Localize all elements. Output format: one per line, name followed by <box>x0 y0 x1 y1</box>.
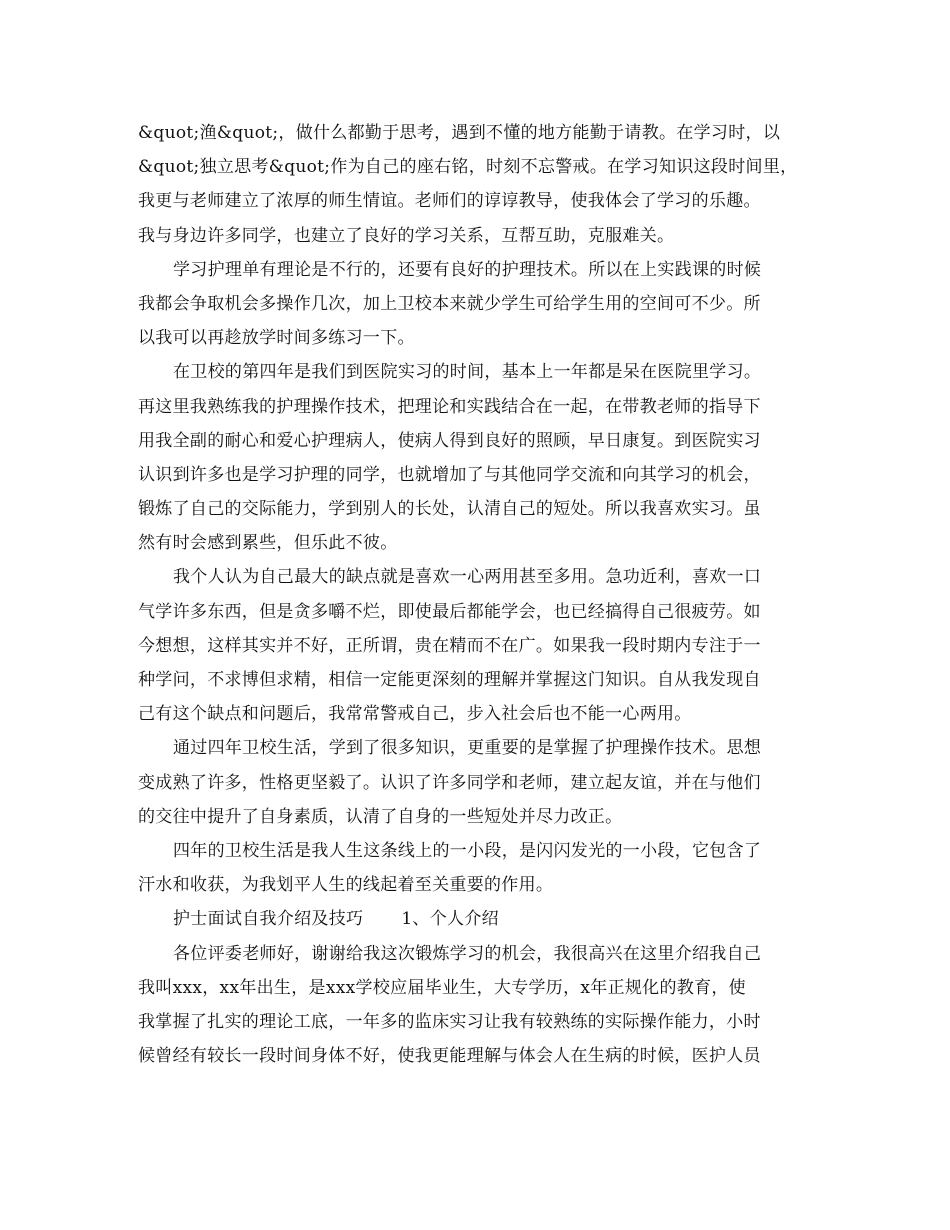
text-line: &quot;渔&quot;，做什么都勤于思考，遇到不懂的地方能勤于请教。在学习时，以 <box>138 123 781 143</box>
text-line: 以我可以再趁放学时间多练习一下。 <box>138 328 415 349</box>
text-line: 己有这个缺点和问题后，我常常警戒自己，步入社会后也不能一心两用。 <box>138 704 692 725</box>
text-line: 认识到许多也是学习护理的同学，也就增加了与其他同学交流和向其学习的机会， <box>138 464 761 485</box>
paragraph-start-line: 各位评委老师好，谢谢给我这次锻炼学习的机会，我很高兴在这里介绍我自己 <box>173 943 762 964</box>
text-line: 用我全副的耐心和爱心护理病人，使病人得到良好的照顾，早日康复。到医院实习 <box>138 430 761 451</box>
subsection-heading: 1、个人介绍 <box>401 909 499 930</box>
text-line: 候曾经有较长一段时间身体不好，使我更能理解与体会人在生病的时候，医护人员 <box>138 1046 761 1067</box>
paragraph-start-line: 通过四年卫校生活，学到了很多知识，更重要的是掌握了护理操作技术。思想 <box>173 738 762 759</box>
paragraph-start-line: 四年的卫校生活是我人生这条线上的一小段，是闪闪发光的一小段，它包含了 <box>173 840 762 861</box>
text-line: 我更与老师建立了浓厚的师生情谊。老师们的谆谆教导，使我体会了学习的乐趣。 <box>138 191 761 212</box>
text-line: 锻炼了自己的交际能力，学到别人的长处，认清自己的短处。所以我喜欢实习。虽 <box>138 499 761 520</box>
text-line: 今想想，这样其实并不好，正所谓，贵在精而不在广。如果我一段时期内专注于一 <box>138 635 761 656</box>
text-line: 再这里我熟练我的护理操作技术，把理论和实践结合在一起，在带教老师的指导下 <box>138 396 761 417</box>
paragraph-start-line: 在卫校的第四年是我们到医院实习的时间，基本上一年都是呆在医院里学习。 <box>173 362 762 383</box>
text-line: 我与身边许多同学，也建立了良好的学习关系，互帮互助，克服难关。 <box>138 225 675 246</box>
text-line: &quot;独立思考&quot;作为自己的座右铭，时刻不忘警戒。在学习知识这段时间里， <box>138 157 798 178</box>
text-line: 变成熟了许多，性格更坚毅了。认识了许多同学和老师，建立起友谊，并在与他们 <box>138 772 761 793</box>
text-line: 气学许多东西，但是贪多嚼不烂，即使最后都能学会，也已经搞得自己很疲劳。如 <box>138 601 761 622</box>
paragraph-start-line: 我个人认为自己最大的缺点就是喜欢一心两用甚至多用。急功近利，喜欢一口 <box>173 567 762 588</box>
text-line: 然有时会感到累些，但乐此不彼。 <box>138 533 398 554</box>
paragraph-start-line: 学习护理单有理论是不行的，还要有良好的护理技术。所以在上实践课的时候 <box>173 259 762 280</box>
text-line: 种学问，不求博但求精，相信一定能更深刻的理解并掌握这门知识。自从我发现自 <box>138 670 761 690</box>
document-body <box>138 116 828 1073</box>
text-line: 汗水和收获，为我划平人生的线起着至关重要的作用。 <box>138 875 554 896</box>
text-line: 我都会争取机会多操作几次，加上卫校本来就少学生可给学生用的空间可不少。所 <box>138 293 761 314</box>
section-heading-line <box>138 902 828 936</box>
text-line: 我掌握了扎实的理论工底，一年多的监床实习让我有较熟练的实际操作能力，小时 <box>138 1011 761 1032</box>
text-line: 的交往中提升了自身素质，认清了自身的一些短处并尽力改正。 <box>138 806 623 827</box>
text-line: 我叫xxx，xx年出生，是xxx学校应届毕业生，大专学历，x年正规化的教育，使 <box>138 977 746 998</box>
section-heading: 护士面试自我介绍及技巧 <box>173 909 364 930</box>
